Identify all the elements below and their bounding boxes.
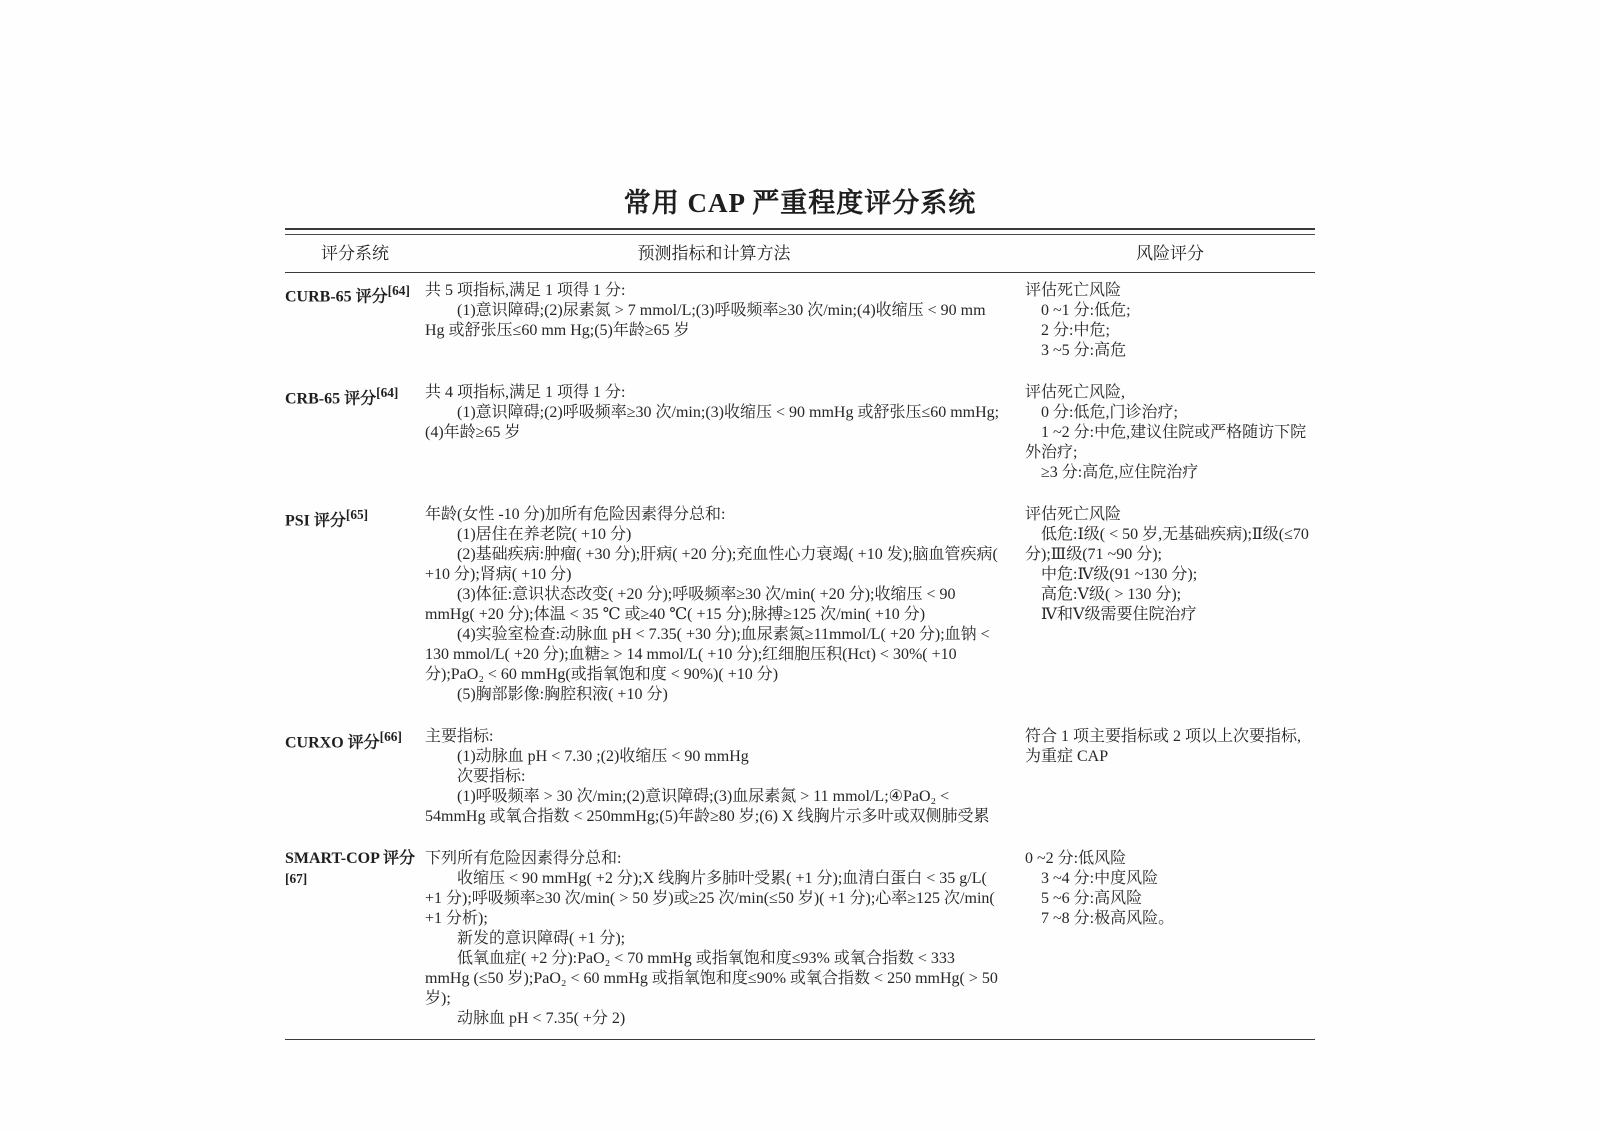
method-cell (425, 383, 1019, 483)
risk-paragraph: 中危:Ⅳ级(91 ~130 分); (1041, 566, 1198, 583)
system-cell (285, 727, 425, 827)
risk-paragraph: 2 分:中危; (1041, 322, 1110, 339)
risk-paragraph: 评估死亡风险 (1025, 282, 1122, 299)
table-row (285, 383, 1315, 483)
table-body (285, 273, 1315, 1029)
risk-paragraph: ≥3 分:高危,应住院治疗 (1041, 464, 1199, 481)
page-title: 常用 CAP 严重程度评分系统 (623, 188, 977, 218)
system-reference-superscript: [65] (345, 507, 369, 522)
table-top-rule (285, 228, 1315, 235)
header-predictors-method: 预测指标和计算方法 (637, 244, 791, 263)
risk-paragraph: 5 ~6 分:高风险 (1041, 890, 1143, 907)
risk-cell (1019, 383, 1315, 483)
system-reference-superscript: [67] (285, 871, 308, 886)
method-paragraph: (1)呼吸频率 > 30 次/min;(2)意识障碍;(3)血尿素氮 > 11 mmol/L;④PaO₂ < 54mmHg 或氧合指数 < 250mmHg;(5)年龄≥80 岁;(6) X 线胸片示多叶或双侧肺受累 (425, 788, 990, 825)
system-cell (285, 505, 425, 705)
table-bottom-rule (285, 1039, 1315, 1041)
risk-paragraph: 7 ~8 分:极高风险。 (1041, 910, 1175, 927)
method-paragraph: (1)意识障碍;(2)呼吸频率≥30 次/min;(3)收缩压 < 90 mmHg 或舒张压≤60 mmHg;(4)年龄≥65 岁 (425, 404, 1000, 441)
method-paragraph: 动脉血 pH < 7.35( +分 2) (457, 1010, 626, 1027)
method-paragraph: 低氧血症( +2 分):PaO₂ < 70 mmHg 或指氧饱和度≤93% 或氧合指数 < 333 mmHg (≤50 岁);PaO₂ < 60 mmHg 或指氧饱和度≤90% 或氧合指数 < 250 mmHg( > 50 岁); (425, 950, 998, 1007)
method-paragraph: (1)居住在养老院( +10 分) (457, 526, 632, 543)
risk-paragraph: 0 分:低危,门诊治疗; (1041, 404, 1178, 421)
method-paragraph: 共 4 项指标,满足 1 项得 1 分: (425, 384, 626, 401)
risk-cell (1019, 849, 1315, 1029)
risk-paragraph: 3 ~4 分:中度风险 (1041, 870, 1159, 887)
method-cell (425, 727, 1019, 827)
method-paragraph: 下列所有危险因素得分总和: (425, 850, 622, 867)
system-name: CURXO 评分 (285, 734, 380, 752)
method-paragraph: 共 5 项指标,满足 1 项得 1 分: (425, 282, 626, 299)
method-cell (425, 505, 1019, 705)
system-cell (285, 383, 425, 483)
header-scoring-system: 评分系统 (321, 244, 389, 263)
system-name: SMART-COP 评分 (285, 850, 415, 867)
method-paragraph: (3)体征:意识状态改变( +20 分);呼吸频率≥30 次/min( +20 分);收缩压 < 90 mmHg( +20 分);体温 < 35 ℃ 或≥40 ℃( +15 分);脉搏≥125 次/min( +10 分) (425, 586, 956, 623)
method-paragraph: (1)意识障碍;(2)尿素氮 > 7 mmol/L;(3)呼吸频率≥30 次/min;(4)收缩压 < 90 mm Hg 或舒张压≤60 mm Hg;(5)年龄≥65 岁 (425, 302, 986, 339)
method-paragraph: (1)动脉血 pH < 7.30 ;(2)收缩压 < 90 mmHg (457, 748, 749, 765)
risk-paragraph: 3 ~5 分:高危 (1041, 342, 1127, 359)
risk-cell (1019, 281, 1315, 361)
method-paragraph: 主要指标: (425, 728, 494, 745)
table-row (285, 281, 1315, 361)
system-name: PSI 评分 (285, 512, 346, 530)
table-row (285, 505, 1315, 705)
method-paragraph: (5)胸部影像:胸腔积液( +10 分) (457, 686, 668, 703)
risk-paragraph: 1 ~2 分:中危,建议住院或严格随访下院外治疗; (1025, 424, 1307, 461)
system-reference-superscript: [66] (379, 729, 402, 744)
system-reference-superscript: [64] (387, 283, 410, 298)
system-name: CURB-65 评分 (285, 288, 388, 306)
system-cell (285, 281, 425, 361)
table-row (285, 849, 1315, 1029)
table-header-row (285, 235, 1315, 273)
risk-paragraph: 评估死亡风险 (1025, 506, 1122, 523)
risk-paragraph: 低危:Ⅰ级( < 50 岁,无基础疾病);Ⅱ级(≤70 分);Ⅲ级(71 ~90 分); (1025, 526, 1309, 563)
method-paragraph: (2)基础疾病:肿瘤( +30 分);肝病( +20 分);充血性心力衰竭( +10 发);脑血管疾病( +10 分);肾病( +10 分) (425, 546, 998, 583)
risk-cell (1019, 727, 1315, 827)
system-cell (285, 849, 425, 1029)
risk-paragraph: 高危:Ⅴ级( > 130 分); (1041, 586, 1182, 603)
method-paragraph: 次要指标: (457, 768, 526, 785)
table-row (285, 727, 1315, 827)
method-paragraph: (4)实验室检查:动脉血 pH < 7.35( +30 分);血尿素氮≥11mmol/L( +20 分);血钠 < 130 mmol/L( +20 分);血糖≥ > 14 mmol/L( +10 分);红细胞压积(Hct) < 30%( +10 分);PaO₂ < 60 mmHg(或指氧饱和度 < 90%)( +10 分) (425, 626, 990, 683)
cap-scoring-table (285, 228, 1315, 1041)
method-paragraph: 新发的意识障碍( +1 分); (457, 930, 626, 947)
risk-paragraph: 0 ~1 分:低危; (1041, 302, 1131, 319)
system-name: CRB-65 评分 (285, 390, 377, 408)
system-reference-superscript: [64] (376, 385, 399, 400)
risk-paragraph: 0 ~2 分:低风险 (1025, 850, 1127, 867)
header-risk-score: 风险评分 (1136, 244, 1204, 263)
method-cell (425, 281, 1019, 361)
method-cell (425, 849, 1019, 1029)
method-paragraph: 收缩压 < 90 mmHg( +2 分);X 线胸片多肺叶受累( +1 分);血清白蛋白 < 35 g/L( +1 分);呼吸频率≥30 次/min( > 50 岁)或≥25 次/min(≤50 岁)( +1 分);心率≥125 次/min( +1 分析); (425, 870, 995, 927)
method-paragraph: 年龄(女性 -10 分)加所有危险因素得分总和: (425, 506, 726, 523)
risk-paragraph: Ⅳ和Ⅴ级需要住院治疗 (1041, 606, 1197, 623)
risk-cell (1019, 505, 1315, 705)
risk-paragraph: 评估死亡风险, (1025, 384, 1126, 401)
risk-paragraph: 符合 1 项主要指标或 2 项以上次要指标,为重症 CAP (1025, 728, 1302, 765)
